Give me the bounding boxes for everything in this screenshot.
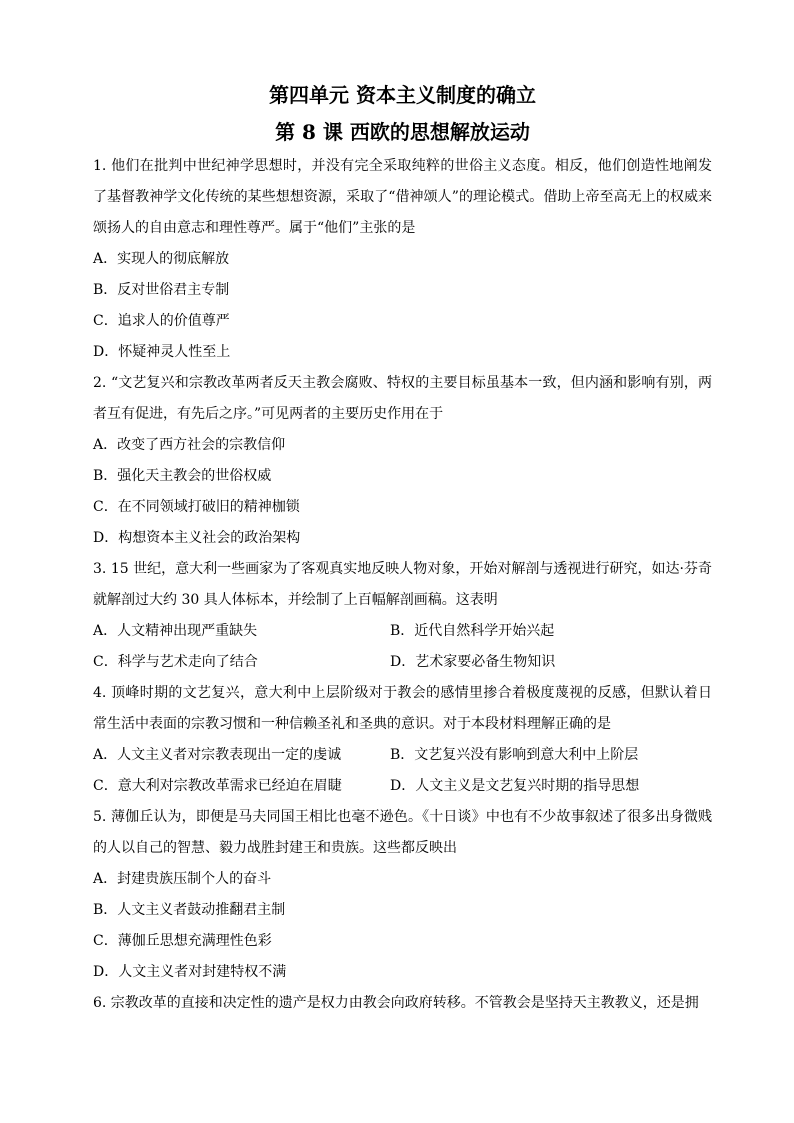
option-b: B．文艺复兴没有影响到意大利中上阶层 xyxy=(390,747,639,763)
question-stem: 2. “文艺复兴和宗教改革两者反天主教会腐败、特权的主要目标虽基本一致，但内涵和影响有别，两者互有促进，有先后之序。”可见两者的主要历史作用在于 xyxy=(93,375,712,422)
option-b: B．反对世俗君主专制 xyxy=(93,282,230,298)
option-d: D．艺术家要必备生物知识 xyxy=(390,654,556,670)
question-3 xyxy=(93,554,712,678)
option-b: B．近代自然科学开始兴起 xyxy=(390,623,555,639)
option-a: A．封建贵族压制个人的奋斗 xyxy=(93,871,272,887)
question-stem: 1. 他们在批判中世纪神学思想时，并没有完全采取纯粹的世俗主义态度。相反，他们创造性地阐发了基督教神学文化传统的某些想想资源，采取了“借神颂人”的理论模式。借助上帝至高无上的权威来颂扬人的自由意志和理性尊严。属于“他们”主张的是 xyxy=(93,158,712,236)
option-row xyxy=(93,647,712,678)
question-stem: 5. 薄伽丘认为，即便是马夫同国王相比也毫不逊色。《十日谈》中也有不少故事叙述了很多出身微贱的人以自己的智慧、毅力战胜封建王和贵族。这些都反映出 xyxy=(93,809,712,856)
question-stem: 4. 顶峰时期的文艺复兴，意大利中上层阶级对于教会的感情里掺合着极度蔑视的反感，但默认着日常生活中表面的宗教习惯和一种信赖圣礼和圣典的意识。对于本段材料理解正确的是 xyxy=(93,685,712,732)
option-b: B．强化天主教会的世俗权威 xyxy=(93,468,272,484)
option-c: C．科学与艺术走向了结合 xyxy=(93,654,258,670)
question-stem: 6. 宗教改革的直接和决定性的遗产是权力由教会向政府转移。不管教会是坚持天主教教义，还是拥 xyxy=(93,995,699,1011)
option-d: D．构想资本主义社会的政治架构 xyxy=(93,530,301,546)
option-d: D．人文主义是文艺复兴时期的指导思想 xyxy=(390,778,640,794)
option-a: A．人文主义者对宗教表现出一定的虔诚 xyxy=(93,747,342,763)
option-a: A．人文精神出现严重缺失 xyxy=(93,623,258,639)
question-4 xyxy=(93,678,712,802)
question-1 xyxy=(93,151,712,368)
question-stem: 3. 15 世纪，意大利一些画家为了客观真实地反映人物对象，开始对解剖与透视进行研究，如达·芬奇就解剖过大约 30 具人体标本，并绘制了上百幅解剖画稿。这表明 xyxy=(93,561,712,608)
lesson-title: 第 8 课 西欧的思想解放运动 xyxy=(275,120,530,144)
option-row xyxy=(93,616,712,647)
unit-title: 第四单元 资本主义制度的确立 xyxy=(269,83,536,107)
question-list xyxy=(93,151,712,1019)
option-c: C．追求人的价值尊严 xyxy=(93,313,230,329)
option-c: C．在不同领域打破旧的精神枷锁 xyxy=(93,499,300,515)
question-5 xyxy=(93,802,712,988)
option-a: A．实现人的彻底解放 xyxy=(93,251,230,267)
option-c: C．薄伽丘思想充满理性色彩 xyxy=(93,933,272,949)
question-2 xyxy=(93,368,712,554)
option-b: B．人文主义者鼓动推翻君主制 xyxy=(93,902,286,918)
option-c: C．意大利对宗教改革需求已经迫在眉睫 xyxy=(93,778,342,794)
option-row xyxy=(93,771,712,802)
option-d: D．人文主义者对封建特权不满 xyxy=(93,964,287,980)
option-row xyxy=(93,740,712,771)
question-6 xyxy=(93,988,712,1019)
option-d: D．怀疑神灵人性至上 xyxy=(93,344,231,360)
option-a: A．改变了西方社会的宗教信仰 xyxy=(93,437,286,453)
